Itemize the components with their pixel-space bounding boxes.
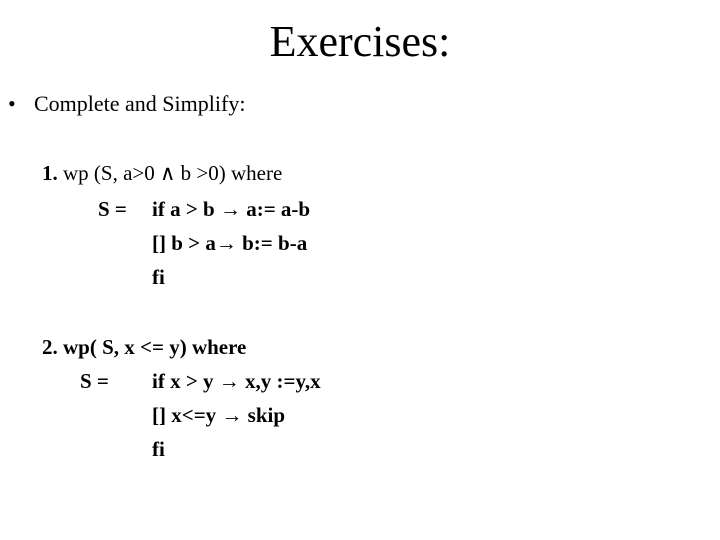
bullet-text: Complete and Simplify: bbox=[34, 91, 246, 116]
exercise-2-s-label: S = bbox=[80, 369, 109, 393]
exercise-2-fi: fi bbox=[152, 437, 165, 461]
exercise-1-s-label: S = bbox=[98, 197, 127, 221]
exercise-2-heading: 2. wp( S, x <= y) where bbox=[42, 335, 247, 359]
exercise-1-guard-2: [] b > a→ b:= b-a bbox=[152, 231, 308, 255]
exercise-1-heading bbox=[42, 160, 282, 186]
exercise-2-guard-1: if x > y → x,y :=y,x bbox=[152, 369, 321, 393]
exercise-1-text: wp (S, a>0 ∧ b >0) where bbox=[63, 161, 283, 185]
exercise-2-guard-2: [] x<=y → skip bbox=[152, 403, 286, 427]
exercise-1-guard-1: if a > b → a:= a-b bbox=[152, 197, 311, 221]
bullet-item bbox=[8, 90, 245, 118]
slide-title: Exercises: bbox=[269, 17, 451, 66]
bullet-marker: • bbox=[8, 91, 16, 116]
exercise-1-number: 1. bbox=[42, 161, 58, 185]
exercise-1-fi: fi bbox=[152, 265, 165, 289]
